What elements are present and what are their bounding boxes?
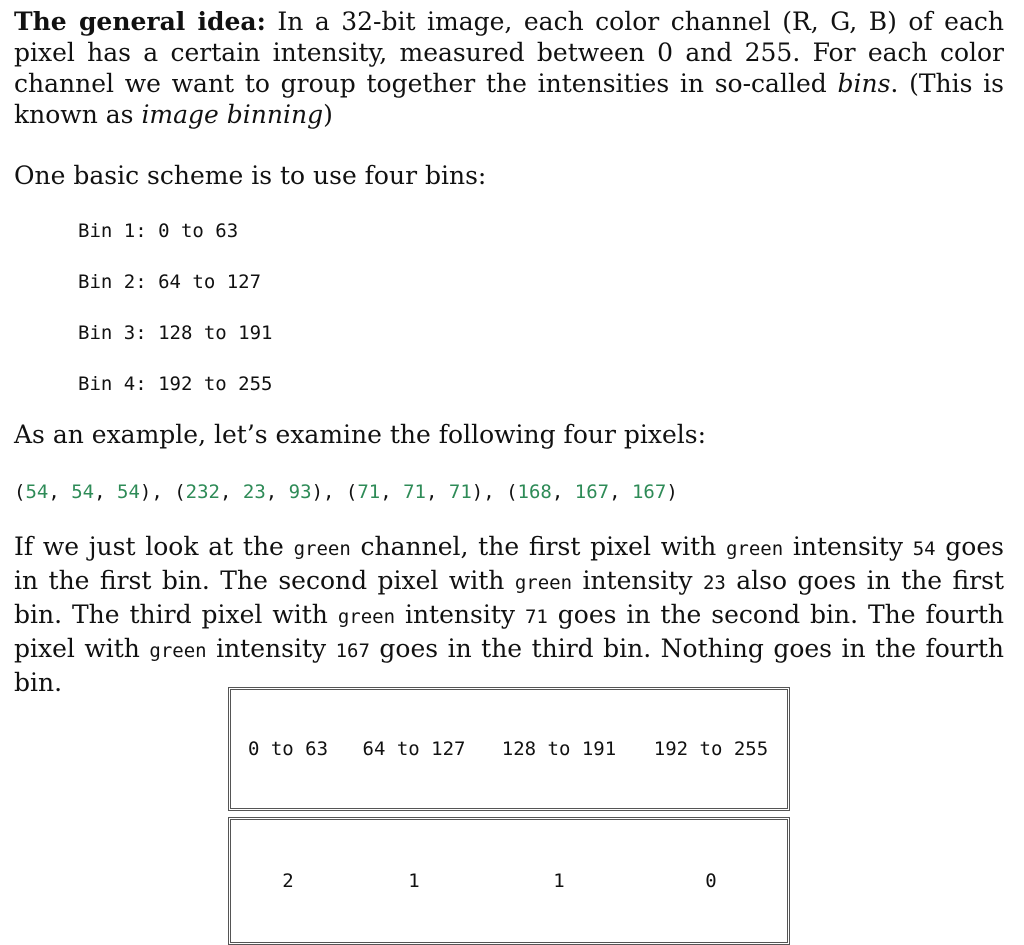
code-green-5: green	[149, 640, 207, 662]
header-cell-bin-4: 192 to 255	[653, 738, 769, 760]
explanation-text-2: channel, the first pixel with	[350, 532, 726, 561]
count-box	[228, 817, 790, 945]
term-image-binning: image binning	[141, 100, 324, 129]
intro-text-3: )	[323, 100, 333, 129]
count-cell-bin-2: 1	[408, 870, 420, 892]
pixel-4-b: 167	[631, 481, 667, 503]
count-cell-bin-3: 1	[553, 870, 565, 892]
explanation-text-6: also goes in the first bin. The third pixel with	[14, 566, 1004, 629]
header-inner-table	[231, 734, 787, 764]
pixel-1-g: 54	[71, 481, 95, 503]
header-cell-bin-3: 128 to 191	[501, 738, 617, 760]
table-count-row	[228, 817, 790, 945]
explanation-text-7: intensity	[395, 600, 525, 629]
pixel-1-r: 54	[25, 481, 49, 503]
bin-item-3: Bin 3: 128 to 191	[78, 322, 273, 344]
pixel-4-g: 167	[574, 481, 610, 503]
document-page	[14, 6, 1004, 698]
intro-lead: The general idea:	[14, 7, 266, 36]
table-header-row	[228, 687, 790, 811]
code-value-71: 71	[524, 606, 548, 628]
bin-item-4: Bin 4: 192 to 255	[78, 373, 273, 395]
code-green-3: green	[514, 572, 573, 594]
header-box	[228, 687, 790, 811]
code-green-4: green	[337, 606, 396, 628]
bin-list	[78, 219, 1004, 396]
count-inner-table	[231, 864, 787, 898]
code-green-2: green	[725, 538, 784, 560]
explanation-text-5: intensity	[572, 566, 703, 595]
explanation-text-10: goes in the third bin. Nothing goes in the fourth bin.	[14, 634, 1004, 697]
explanation-text-1: If we just look at the	[14, 532, 294, 561]
pixel-2-r: 232	[185, 481, 220, 503]
bin-item-1: Bin 1: 0 to 63	[78, 220, 239, 242]
code-value-23: 23	[702, 572, 726, 594]
code-value-167: 167	[335, 640, 370, 662]
count-cell-bin-1: 2	[282, 870, 294, 892]
explanation-text-9: intensity	[206, 634, 336, 663]
intro-text-1: In a 32-bit image, each color channel (R, G, B) of each pixel has a certain intensity, measured between 0 and 255. For each color channel we want to group together the intensities in so-called	[14, 7, 1004, 98]
bin-item-2: Bin 2: 64 to 127	[78, 271, 262, 293]
pixel-2-b: 93	[288, 481, 312, 503]
header-cell-bin-1: 0 to 63	[247, 738, 329, 760]
pixel-list: (54, 54, 54), (232, 23, 93), (71, 71, 71), (168, 167, 167)	[14, 481, 678, 503]
header-cell-bin-2: 64 to 127	[362, 738, 466, 760]
scheme-paragraph: One basic scheme is to use four bins:	[14, 161, 487, 190]
pixel-4-r: 168	[517, 481, 552, 503]
code-value-54: 54	[912, 538, 936, 560]
explanation-text-4: goes in the first bin. The second pixel with	[14, 532, 1004, 595]
example-paragraph: As an example, let’s examine the following four pixels:	[14, 420, 707, 449]
term-bins: bins	[837, 69, 891, 98]
intro-text-2: . (This is known as	[14, 69, 1004, 129]
pixel-2-g: 23	[242, 481, 266, 503]
count-cell-bin-4: 0	[705, 870, 717, 892]
explanation-paragraph	[14, 531, 1004, 698]
intro-paragraph	[14, 6, 1004, 130]
pixel-3-b: 71	[448, 481, 472, 503]
pixel-3-g: 71	[403, 481, 426, 503]
explanation-text-3: intensity	[783, 532, 913, 561]
explanation-text-8: goes in the second bin. The fourth pixel with	[14, 600, 1004, 663]
bin-count-table	[228, 687, 790, 945]
code-green-1: green	[293, 538, 351, 560]
pixel-3-r: 71	[357, 481, 381, 503]
pixel-1-b: 54	[117, 481, 140, 503]
